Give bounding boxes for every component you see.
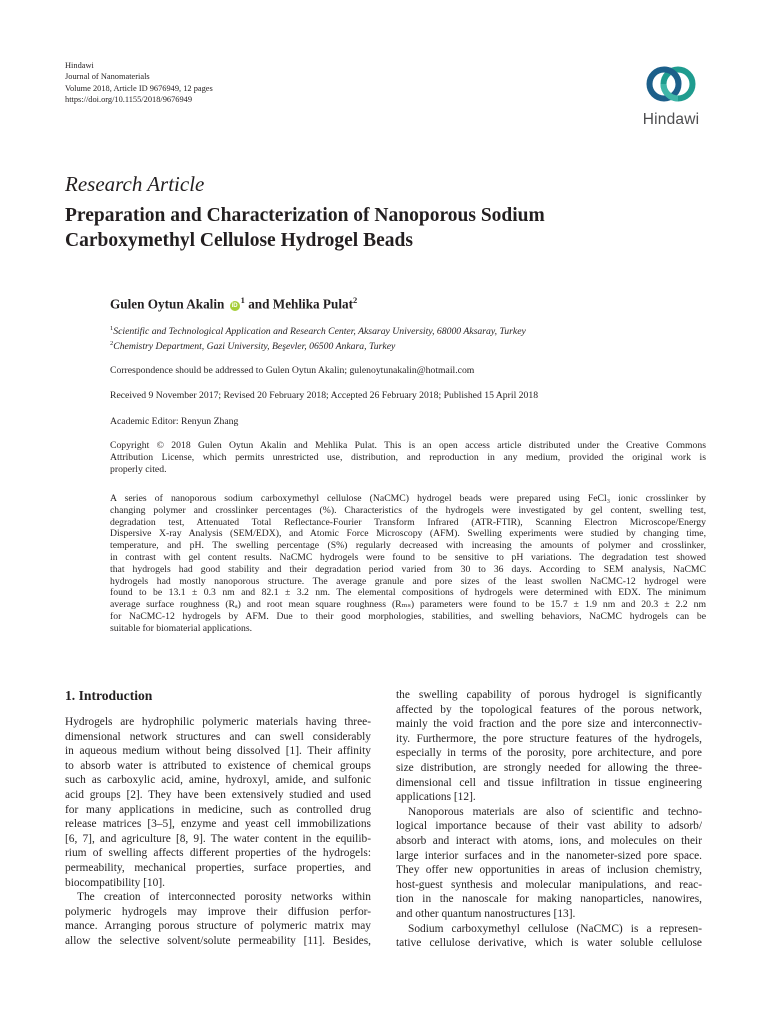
abstract-line: temperature, and pH. The swelling percentage (S%) regularly decreased with increasing the amounts of polymer and crosslinker, (110, 540, 706, 552)
copyright-line: properly cited. (110, 463, 167, 475)
body-line: permeability, mechanical properties, surface properties, and (65, 861, 371, 874)
body-line: mance. Arranging porous structure of polymeric matrix may (65, 920, 371, 933)
author-name[interactable]: Mehlika Pulat (272, 296, 353, 312)
abstract-line: suitable for biomaterial applications. (110, 622, 253, 634)
author-joiner: and (244, 296, 273, 312)
correspondence-note: Correspondence should be addressed to Gulen Oytun Akalin; gulenoytunakalin@hotmail.com (110, 365, 475, 376)
body-line: polymeric hydrogels may improve their diffusion perfor- (65, 905, 371, 918)
body-line: in aqueous medium without being dissolved [1]. Their affinity (65, 745, 371, 758)
affiliation-text: Scientific and Technological Application and Research Center, Aksaray University, 68000 Aksaray, Turkey (113, 326, 526, 338)
affiliation-item (110, 323, 526, 338)
affiliation-number: 2 (110, 340, 114, 348)
logo-wordmark: Hindawi (642, 111, 700, 128)
body-line: acid groups [2]. They have been extensively studied and used (65, 788, 371, 801)
title-line: Carboxymethyl Cellulose Hydrogel Beads (65, 230, 413, 251)
body-line: Nanoporous materials are also of scientific and techno- (408, 805, 702, 818)
body-line: affected by the topological features of the porous network, (396, 703, 702, 716)
body-line: applications [12]. (396, 791, 476, 804)
abstract-line: for NaCMC-12 hydrogels by AFM. Due to their good morphologies, stabilities, and swelling behaviors, NaCMC hydrogels can be (110, 610, 706, 622)
abstract (110, 493, 706, 635)
copyright-line: Copyright © 2018 Gulen Oytun Akalin and Mehlika Pulat. This is an open access article distributed under the Creative Commons (110, 440, 706, 451)
body-line: The creation of interconnected porosity networks within (77, 891, 371, 904)
body-line: dimensional cell and tissue infiltration in tissue engineering (396, 776, 702, 789)
affiliation-item (110, 338, 526, 353)
hindawi-logo (634, 61, 708, 135)
body-line: logical importance because of their vast ability to adsorb/ (396, 820, 702, 833)
body-line: rium of swelling affects different properties of the hydrogels: (65, 847, 371, 860)
affiliation-marker: 2 (352, 295, 358, 305)
volume-info: Volume 2018, Article ID 9676949, 12 pages (65, 83, 213, 93)
body-column-right (396, 688, 702, 951)
abstract-line: found to be 13.1 ± 0.3 nm and 82.1 ± 3.2 nm. The elemental compositions of hydrogels were determined with EDX. The minimum (110, 587, 706, 599)
title-line: Preparation and Characterization of Nanoporous Sodium (65, 205, 545, 226)
abstract-line: A series of nanoporous sodium carboxymethyl cellulose (NaCMC) hydrogel beads were prepared using FeCl₃ ionic crosslinker by (110, 493, 706, 504)
abstract-line: average surface roughness (Rₐ) and root mean square roughness (Rₘₛ) parameters were found to be 15.7 ± 1.9 nm and 20.3 ± 2.2 nm (110, 599, 706, 611)
body-column-left (65, 688, 371, 949)
abstract-line: hydrogels had mostly nanoporous structure. The average granule and pore sizes of the least swollen NaCMC-12 hydrogel were (110, 575, 706, 587)
abstract-line: that hydrogels had good stability and their degradation period varied from 30 to 36 days. According to SEM analysis, NaCMC (110, 563, 706, 575)
body-line: especially in terms of the porosity, pore architecture, and pore (396, 747, 702, 760)
body-line: dimensional network structures and can swell considerably (65, 730, 371, 743)
doi-link[interactable]: https://doi.org/10.1155/2018/9676949 (65, 94, 193, 104)
section-heading: 1. Introduction (65, 688, 153, 703)
publication-dates: Received 9 November 2017; Revised 20 February 2018; Accepted 26 February 2018; Published 15 April 2018 (110, 390, 539, 401)
body-line: Hydrogels are hydrophilic polymeric materials having three- (65, 716, 371, 728)
abstract-line: degradation test, Attenuated Total Reflectance-Fourier Transform Infrared (ATR-FTIR), Scanning Electron Microscope/Energy (110, 516, 706, 528)
body-line: biocompatibility [10]. (65, 876, 165, 889)
abstract-line: in contrast with gel content results. NaCMC hydrogels were found to be sensitive to pH variations. The degradation test showed (110, 551, 706, 563)
body-line: and other quantum nanostructures [13]. (396, 907, 576, 920)
abstract-line: changing polymer and crosslinker percentages (%). Characteristics of the hydrogels were investigated by gel content, swelling test, (110, 504, 706, 516)
academic-editor: Academic Editor: Renyun Zhang (110, 416, 239, 427)
body-line: ity. Furthermore, the pore structure features of the hydrogels, (396, 732, 702, 745)
author-name[interactable]: Gulen Oytun Akalin (110, 296, 225, 312)
body-line: host-guest synthesis and molecular manipulations, and reac- (396, 878, 702, 891)
affiliation-text: Chemistry Department, Gazi University, Beşevler, 06500 Ankara, Turkey (113, 341, 396, 353)
body-line: large interior surfaces and in the nanometer-sized pore space. (396, 849, 702, 862)
body-line: tative cellulose derivative, which is water soluble cellulose (396, 937, 702, 950)
hindawi-logo-icon (634, 61, 708, 111)
affiliation-marker: 1 (240, 295, 245, 305)
article-type: Research Article (65, 172, 205, 196)
body-line: release matrices [3–5], enzyme and yeast cell immobilizations (65, 818, 371, 831)
body-line: They offer new opportunities in areas of inclusion chemistry, (396, 864, 702, 877)
orcid-icon[interactable]: iD (231, 303, 238, 310)
publisher-name: Hindawi (65, 61, 94, 70)
affiliations (110, 323, 526, 353)
copyright-line: Attribution License, which permits unrestricted use, distribution, and reproduction in any medium, provided the original work is (110, 451, 706, 463)
body-line: Sodium carboxymethyl cellulose (NaCMC) is a represen- (408, 922, 702, 935)
body-line: [6, 7], and agriculture [8, 9]. The water content in the equilib- (65, 832, 371, 845)
author-list (110, 295, 357, 312)
body-line: for many applications in medicine, such as controlled drug (65, 803, 371, 816)
body-line: such as carboxylic acid, amine, hydroxyl, amide, and sulfonic (65, 774, 371, 787)
copyright-notice (110, 440, 706, 475)
affiliation-number: 1 (110, 325, 114, 332)
body-line: to absorb water is attributed to existence of chemical groups (65, 759, 371, 772)
body-line: absorb and interact with atoms, ions, and molecules on their (396, 834, 702, 847)
abstract-line: Dispersive X-ray Analysis (SEM/EDX), and Atomic Force Microscopy (AFM). Swelling experiments were studied by changing time, (110, 528, 706, 540)
journal-meta (65, 60, 213, 105)
body-line: allow the selective solvent/solute permeability [11]. Besides, (65, 934, 371, 947)
body-line: mainly the void fraction and the pore size and interconnectiv- (396, 718, 702, 731)
body-line: tion in the nanoscale for making nanoparticles, nanowires, (396, 893, 702, 906)
article-title (65, 203, 725, 253)
journal-name: Journal of Nanomaterials (65, 72, 150, 82)
body-line: the swelling capability of porous hydrogel is significantly (396, 689, 702, 701)
body-line: size distribution, are strongly needed for allowing the three- (396, 761, 702, 774)
